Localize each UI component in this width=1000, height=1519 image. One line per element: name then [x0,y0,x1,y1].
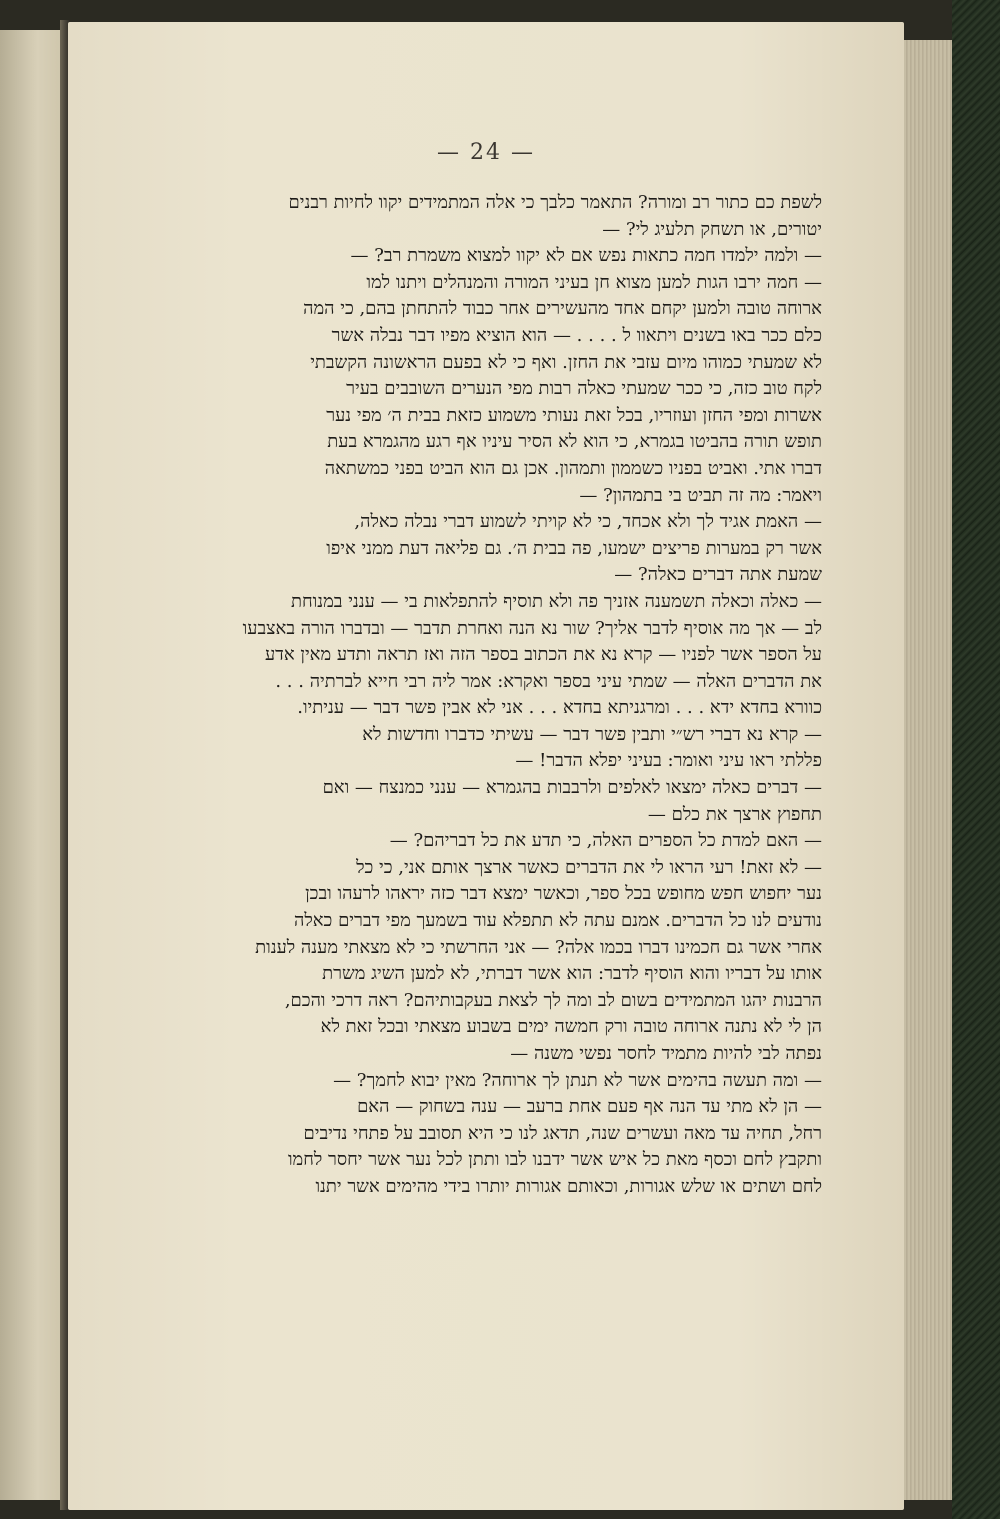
text-line: אשרות ומפי החזן ועוזריו, בכל זאת נעותי משמוע כזאת בבית ה׳ מפי נער [326,404,822,426]
text-line: על הספר אשר לפניו — קרא נא את הכתוב בספר הזה ואז תראה ותדע מאין אדע [265,644,822,666]
text-line: פללתי ראו עיני ואומר: בעיני יפלא הדבר! — [515,750,822,772]
body-text [126,190,822,1201]
text-line: — כאלה וכאלה תשמענה אזניך פה ולא תוסיף להתפלאות בי — ענני במנוחת [291,590,822,612]
text-line: אותו על דבריו והוא הוסיף לדבר: הוא אשר דברתי, לא למען השיג משרת [322,963,822,985]
text-line: לשפת כם כתור רב ומורה? התאמר כלבך כי אלה המתמידים יקוו לחיות רבנים [288,192,822,213]
page-number: — 24 — [437,140,535,165]
text-line: לקח טוב כזה, כי ככר שמעתי כאלה רבות מפי הנערים השובבים בעיר [346,378,822,400]
text-line: — לא זאת! רעי הראו לי את הדברים כאשר ארצך אותם אני, כי כל [356,856,822,878]
text-line: כלם ככר באו בשנים ויתאוו ל . . . . — הוא הוציא מפיו דבר נבלה אשר [331,324,822,346]
text-line: כוורא בחדא ידא . . . ומרגניתא בחדא . . . אני לא אבין פשר דבר — עניתיו. [297,697,822,719]
text-line: לא שמעתי כמוהו מיום עזבי את החזן. ואף כי לא בפעם הראשונה הקשבתי [310,351,822,373]
text-line: ויאמר: מה זה תביט בי בתמהון? — [579,484,822,506]
text-line: ותקבץ לחם וכסף מאת כל איש אשר ידבנו לבו ותתן לכל נער אשר יחסר לחמו [287,1149,822,1171]
facing-page-edge [0,30,62,1500]
text-line: לחם ושתים או שלש אגורות, וכאותם אגורות יותרו בידי מהימים אשר יתנו [315,1175,822,1197]
text-line: — האם למדת כל הספרים האלה, כי תדע את כל דבריהם? — [389,830,822,852]
text-line: אחרי אשר גם חכמינו דברו בכמו אלה? — אני החרשתי כי לא מצאתי מענה לענות [255,936,822,958]
text-line: — האמת אגיד לך ולא אכחד, כי לא קויתי לשמוע דברי נבלה כאלה, [354,511,822,533]
text-line: רחל, תחיה עד מאה ועשרים שנה, תדאג לנו כי היא תסובב על פתחי נדיבים [303,1122,822,1144]
text-line: — ולמה ילמדו חמה כתאות נפש אם לא יקוו למצוא משמרת רב? — [350,245,822,267]
text-line: אשר רק במערות פריצים ישמעו, פה בבית ה׳. גם פליאה דעת ממני איפו [326,537,822,559]
text-line: תופש תורה בהביטו בגמרא, כי הוא לא הסיר עיניו אף רגע מהגמרא בעת [327,431,822,453]
text-line: נפתה לבי להיות מתמיד לחסר נפשי משנה — [510,1043,822,1064]
text-line: — חמה ירבו הגות למען מצוא חן בעיני המורה והמנהלים ויתנו למו [366,271,822,293]
text-line: ארוחה טובה ולמען יקחם אחד מהעשירים אחר כבוד להתחתן בהם, כי המה [303,298,822,320]
text-line: — הן לא מתי עד הנה אף פעם אחת ברעב — ענה בשחוק — האם [357,1096,822,1118]
text-line: דברו אתי. ואביט בפניו כשממון ותמהון. אכן גם הוא הביט בפני כמשתאה [324,457,822,479]
book-cover [952,0,1000,1519]
text-line: נודעים לנו כל הדברים. אמנם עתה לא תתפלא עוד בשמעך מפי דברים כאלה [293,910,822,932]
text-line: תחפוץ ארצך את כלם — [647,803,822,825]
book-page [68,22,904,1510]
text-line: נער יחפוש חפש מחופש בכל ספר, וכאשר ימצא דבר כזה יראהו לרעהו ובכן [305,883,822,905]
text-line: לב — אך מה אוסיף לדבר אליך? שור נא הנה ואחרת תדבר — ובדברו הורה באצבעו [242,617,822,639]
text-line: הרבנות יהגו המתמידים בשום לב ומה לך לצאת בעקבותיהם? ראה דרכי והכם, [284,989,822,1011]
page-edges [904,40,952,1500]
text-line: יטורים, או תשחק תלעיג לי? — [602,218,822,240]
text-line: את הדברים האלה — שמתי עיני בספר ואקרא: אמר ליה רבי חייא לברתיה . . . [275,670,822,692]
text-line: הן לי לא נתנה ארוחה טובה ורק חמשה ימים בשבוע מצאתי ובכל זאת לא [320,1016,822,1038]
text-line: — קרא נא דברי רש״י ותבין פשר דבר — עשיתי כדברו וחדשות לא [362,723,822,745]
text-line: — דברים כאלה ימצאו לאלפים ולרבבות בהגמרא — ענני כמנצח — ואם [322,777,822,799]
text-line: שמעת אתה דברים כאלה? — [614,564,822,586]
text-line: — ומה תעשה בהימים אשר לא תנתן לך ארוחה? מאין יבוא לחמך? — [333,1069,822,1091]
